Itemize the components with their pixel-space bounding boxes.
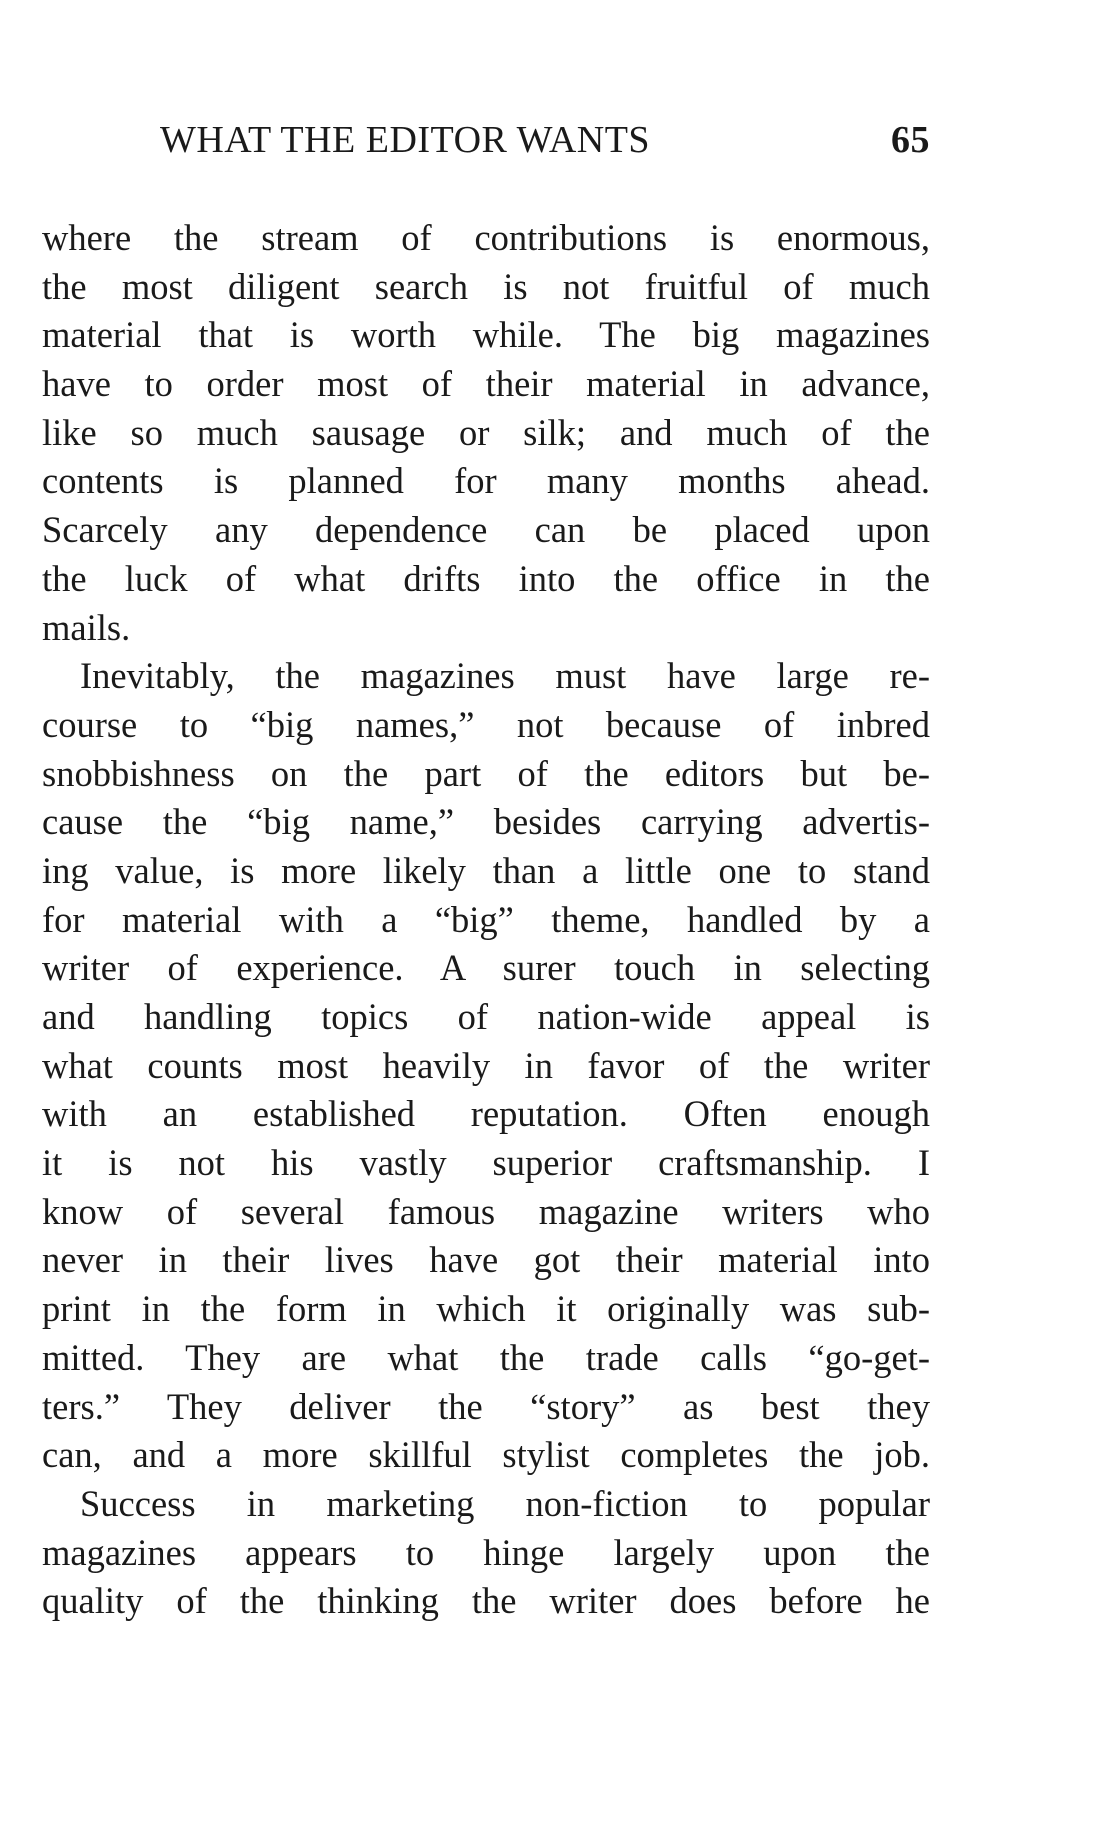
running-head: [160, 118, 930, 168]
text-line: with an established reputation. Often enough: [42, 1093, 930, 1135]
text-line: what counts most heavily in favor of the writer: [42, 1044, 930, 1086]
body-text: [42, 214, 930, 1626]
text-line: cause the “big name,” besides carrying advertis-: [42, 801, 930, 843]
text-line: mitted. They are what the trade calls “go-get-: [42, 1336, 930, 1378]
text-line: Success in marketing non-fiction to popular: [80, 1482, 930, 1524]
text-line: print in the form in which it originally was sub-: [42, 1288, 930, 1330]
text-line: material that is worth while. The big magazines: [42, 314, 930, 356]
text-line: can, and a more skillful stylist completes the job.: [42, 1434, 930, 1476]
text-line: ters.” They deliver the “story” as best they: [42, 1385, 930, 1427]
text-line: the luck of what drifts into the office in the: [42, 557, 930, 599]
page-number: 65: [891, 119, 930, 161]
text-line: the most diligent search is not fruitful of much: [42, 265, 930, 307]
text-line: it is not his vastly superior craftsmanship. I: [42, 1142, 930, 1184]
text-line: mails.: [42, 606, 131, 648]
text-line: for material with a “big” theme, handled by a: [42, 898, 930, 940]
text-line: contents is planned for many months ahead.: [42, 460, 930, 502]
text-line: snobbishness on the part of the editors but be-: [42, 752, 930, 794]
text-line: ing value, is more likely than a little one to stand: [42, 849, 930, 891]
text-line: writer of experience. A surer touch in selecting: [42, 947, 930, 989]
text-line: Scarcely any dependence can be placed upon: [42, 509, 930, 551]
text-line: know of several famous magazine writers who: [42, 1190, 930, 1232]
text-line: have to order most of their material in advance,: [42, 363, 930, 405]
text-line: quality of the thinking the writer does before he: [42, 1580, 930, 1622]
text-line: magazines appears to hinge largely upon the: [42, 1531, 930, 1573]
text-line: like so much sausage or silk; and much of the: [42, 411, 930, 453]
running-head-title: WHAT THE EDITOR WANTS: [160, 119, 651, 161]
text-line: course to “big names,” not because of inbred: [42, 703, 930, 745]
text-line: never in their lives have got their material into: [42, 1239, 930, 1281]
text-line: Inevitably, the magazines must have large re-: [80, 655, 930, 697]
text-line: where the stream of contributions is enormous,: [42, 217, 930, 258]
text-line: and handling topics of nation-wide appeal is: [42, 996, 930, 1037]
